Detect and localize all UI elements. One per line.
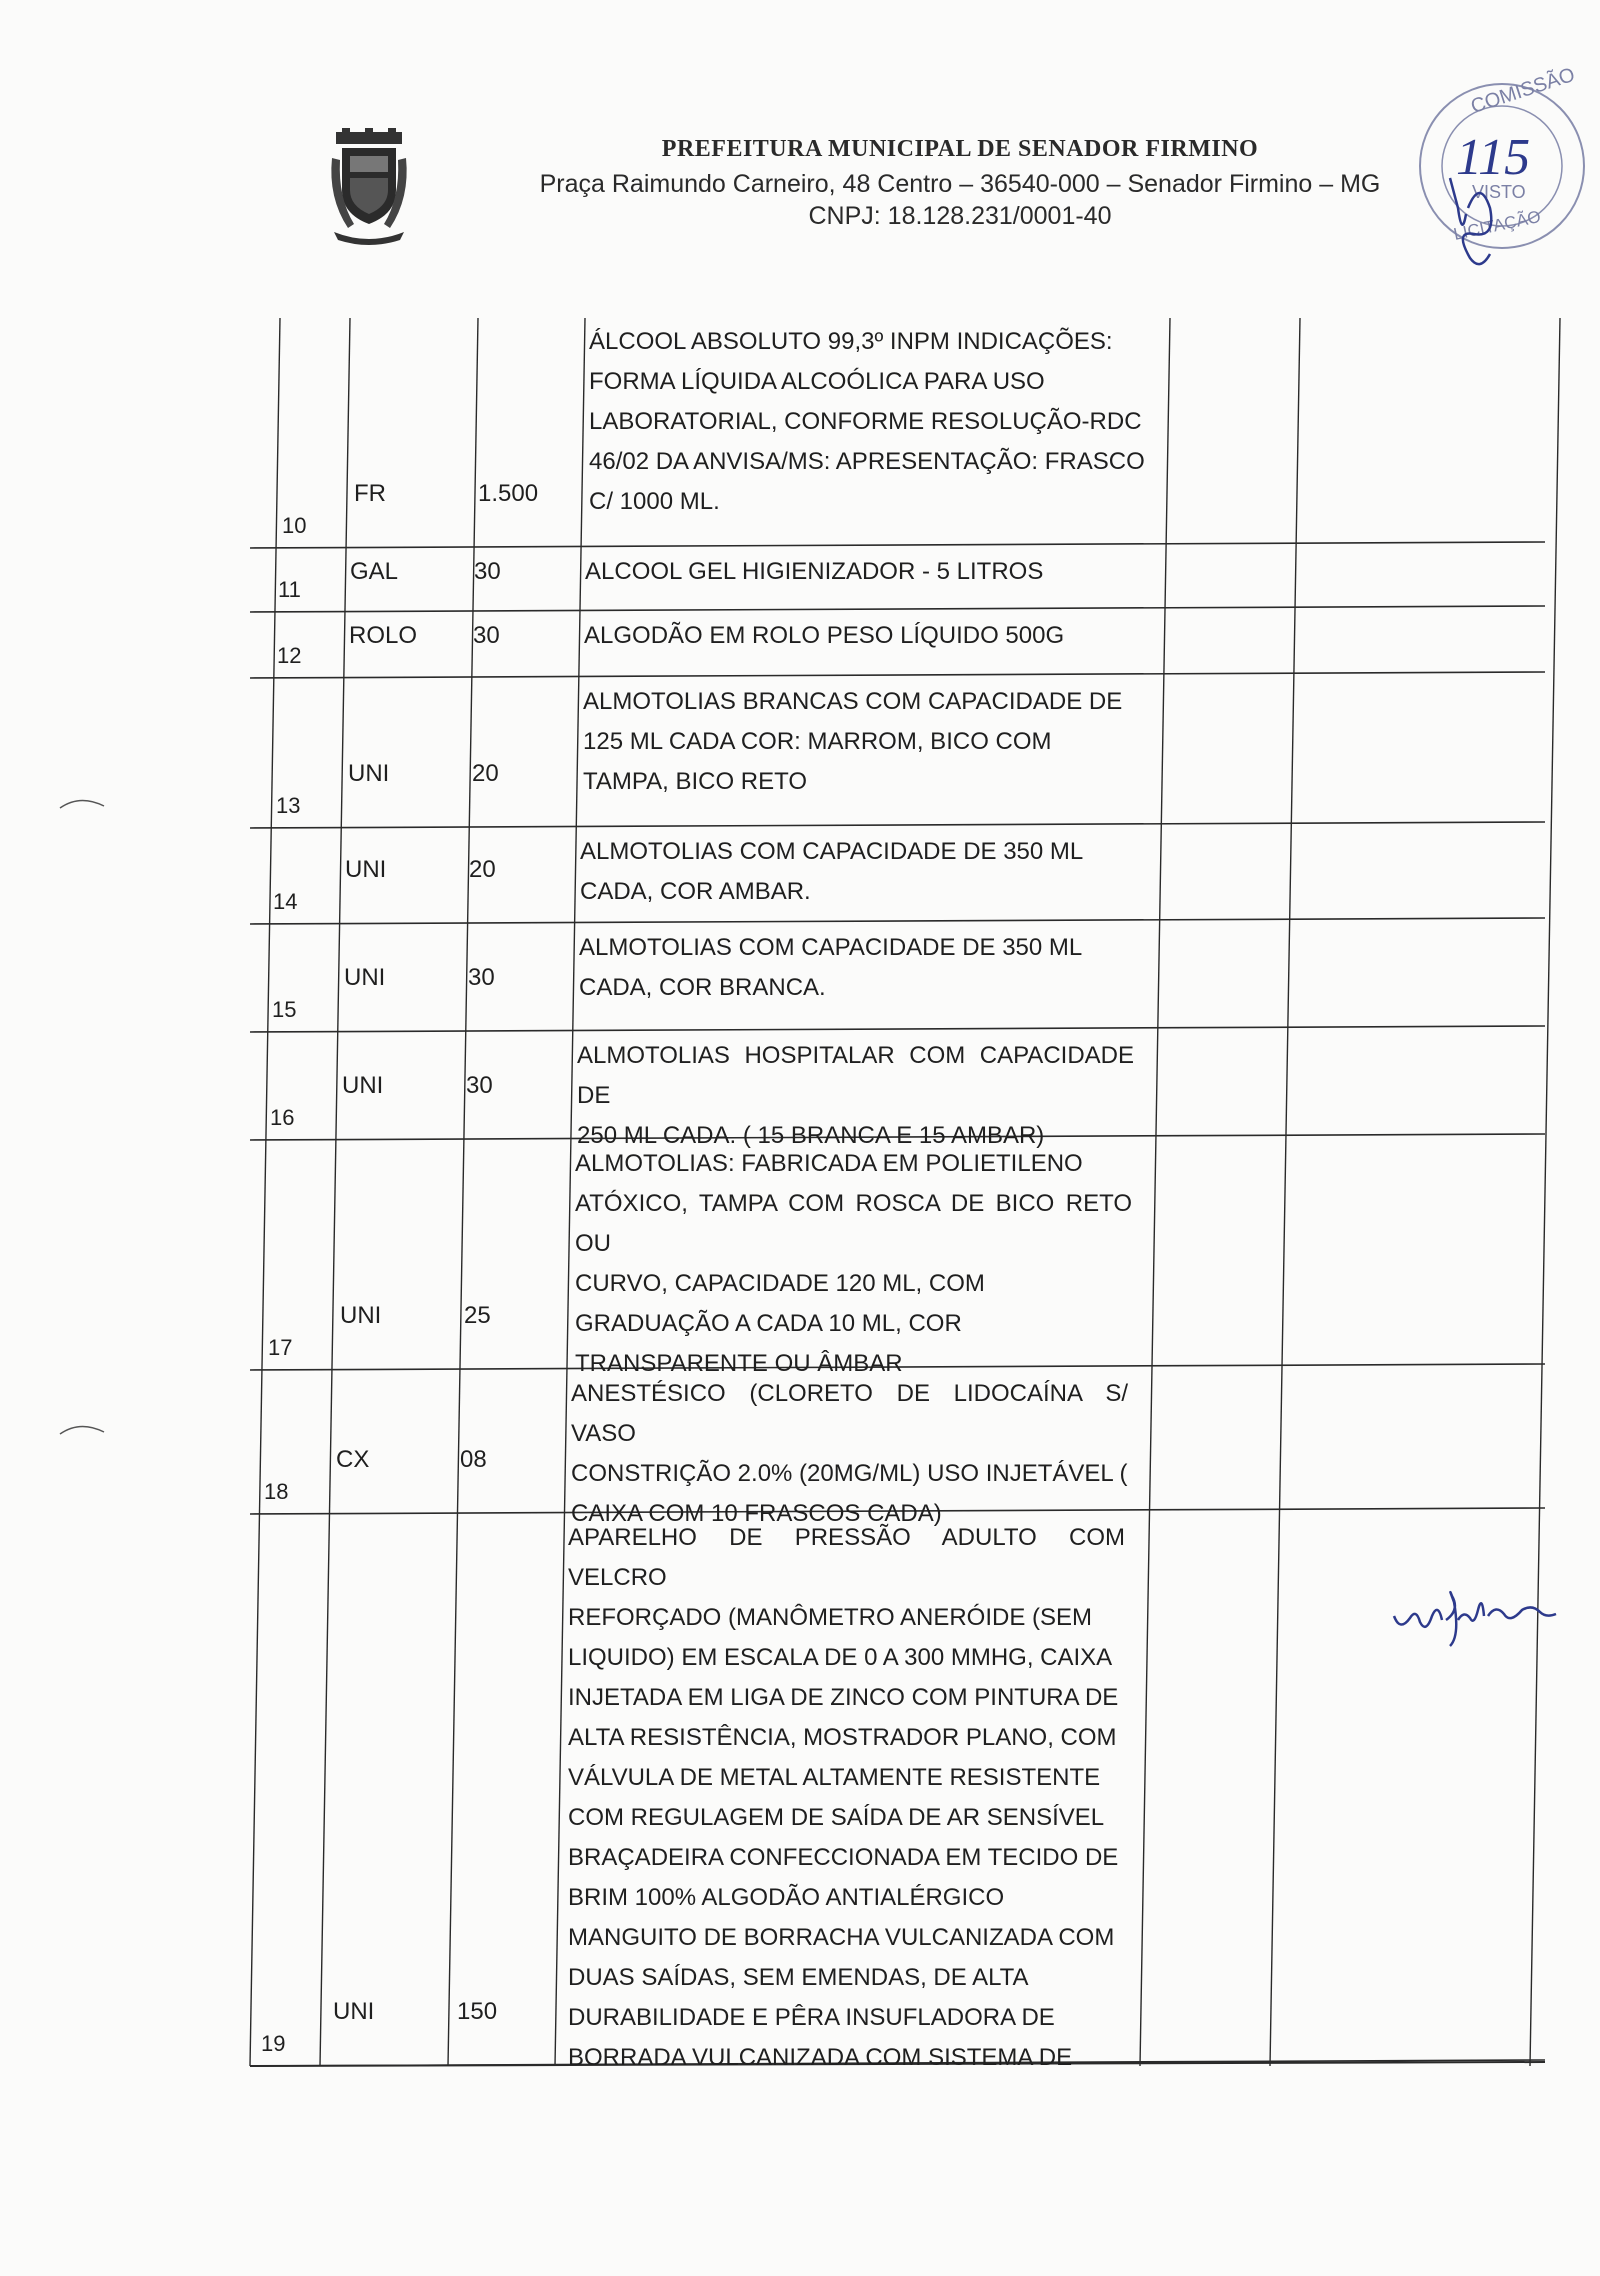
description-line: 125 ML CADA COR: MARROM, BICO COM	[583, 728, 1052, 755]
unit-cell: UNI	[340, 1302, 382, 1329]
description-line: COM REGULAGEM DE SAÍDA DE AR SENSÍVEL	[568, 1804, 1105, 1831]
unit-cell: UNI	[333, 1998, 375, 2025]
description-cell	[583, 682, 1140, 802]
item-number: 16	[270, 1105, 295, 1130]
description-line: GRADUAÇÃO A CADA 10 ML, COR	[575, 1310, 962, 1337]
description-line: ALMOTOLIAS COM CAPACIDADE DE 350 ML	[580, 838, 1084, 865]
description-line: ALMOTOLIAS: FABRICADA EM POLIETILENO	[575, 1150, 1083, 1177]
unit-cell: UNI	[344, 964, 386, 991]
description-cell	[571, 1374, 1128, 1534]
description-line: MANGUITO DE BORRACHA VULCANIZADA COM	[568, 1924, 1115, 1951]
unit-cell: ROLO	[349, 622, 418, 649]
description-line: ALMOTOLIAS BRANCAS COM CAPACIDADE DE	[583, 688, 1123, 715]
item-number: 19	[261, 2031, 286, 2056]
description-line: ATÓXICO, TAMPA COM ROSCA DE BICO RETO OU	[575, 1190, 1132, 1257]
description-line: BRIM 100% ALGODÃO ANTIALÉRGICO	[568, 1884, 1005, 1911]
description-cell	[580, 832, 1137, 912]
table-rule	[250, 542, 1545, 548]
description-line: FORMA LÍQUIDA ALCOÓLICA PARA USO	[589, 368, 1045, 395]
quantity-cell: 30	[474, 558, 501, 585]
item-number: 10	[282, 513, 307, 538]
item-number: 17	[268, 1335, 293, 1360]
table-rule	[250, 822, 1545, 828]
quantity-cell: 150	[457, 1998, 498, 2025]
description-line: CADA, COR AMBAR.	[580, 878, 811, 905]
description-line: REFORÇADO (MANÔMETRO ANERÓIDE (SEM	[568, 1604, 1093, 1631]
unit-cell: CX	[336, 1446, 370, 1473]
description-cell	[585, 552, 1142, 592]
quantity-cell: 30	[468, 964, 495, 991]
description-line: 46/02 DA ANVISA/MS: APRESENTAÇÃO: FRASCO	[589, 448, 1145, 475]
description-line: ALMOTOLIAS COM CAPACIDADE DE 350 ML	[579, 934, 1083, 961]
table-rule	[1140, 318, 1170, 2066]
description-line: CAIXA COM 10 FRASCOS CADA)	[571, 1500, 942, 1527]
description-line: CURVO, CAPACIDADE 120 ML, COM	[575, 1270, 985, 1297]
description-line: C/ 1000 ML.	[589, 488, 720, 515]
table-rule	[1270, 318, 1300, 2066]
table-rule	[320, 318, 350, 2066]
description-line: ÁLCOOL ABSOLUTO 99,3º INPM INDICAÇÕES:	[589, 328, 1113, 355]
description-line: DURABILIDADE E PÊRA INSUFLADORA DE	[568, 2004, 1055, 2031]
description-cell	[579, 928, 1136, 1008]
description-line: BRAÇADEIRA CONFECCIONADA EM TECIDO DE	[568, 1844, 1119, 1871]
unit-cell: GAL	[350, 558, 399, 585]
cnpj-line: CNPJ: 18.128.231/0001-40	[808, 202, 1112, 230]
page-title: PREFEITURA MUNICIPAL DE SENADOR FIRMINO	[661, 136, 1259, 162]
description-line: LIQUIDO) EM ESCALA DE 0 A 300 MMHG, CAIXA	[568, 1644, 1113, 1671]
description-line: CONSTRIÇÃO 2.0% (20MG/ML) USO INJETÁVEL (	[571, 1460, 1128, 1487]
description-line: VÁLVULA DE METAL ALTAMENTE RESISTENTE	[568, 1764, 1101, 1791]
table-rule	[1530, 318, 1560, 2066]
scan-mark-icon	[58, 1418, 108, 1438]
address-line: Praça Raimundo Carneiro, 48 Centro – 36540-000 – Senador Firmino – MG	[539, 170, 1381, 198]
description-line: ALCOOL GEL HIGIENIZADOR - 5 LITROS	[585, 558, 1044, 585]
item-number: 12	[277, 643, 302, 668]
description-line: ANESTÉSICO (CLORETO DE LIDOCAÍNA S/ VASO	[571, 1380, 1128, 1447]
description-line: ALTA RESISTÊNCIA, MOSTRADOR PLANO, COM	[568, 1724, 1117, 1751]
description-cell	[575, 1144, 1132, 1384]
description-cell	[577, 1036, 1134, 1156]
description-cell	[568, 1518, 1125, 2078]
quantity-cell: 1.500	[478, 480, 539, 507]
description-line: CADA, COR BRANCA.	[579, 974, 826, 1001]
stamp-number: 115	[1456, 129, 1531, 186]
signature-icon	[1390, 1580, 1560, 1650]
scan-mark-icon	[58, 792, 108, 812]
item-number: 14	[273, 889, 298, 914]
stamp-top-text: COMISSÃO	[1468, 63, 1578, 119]
table-rule	[250, 318, 280, 2066]
quantity-cell: 20	[472, 760, 499, 787]
description-cell	[584, 616, 1141, 656]
description-line: APARELHO DE PRESSÃO ADULTO COM VELCRO	[568, 1524, 1125, 1591]
quantity-cell: 08	[460, 1446, 487, 1473]
quantity-cell: 25	[464, 1302, 491, 1329]
description-line: BORRADA VULCANIZADA COM SISTEMA DE	[568, 2044, 1073, 2071]
item-number: 18	[264, 1479, 289, 1504]
quantity-cell: 30	[466, 1072, 493, 1099]
description-line: 250 ML CADA. ( 15 BRANCA E 15 AMBAR)	[577, 1122, 1045, 1149]
table-rule	[250, 672, 1545, 678]
description-line: TRANSPARENTE OU ÂMBAR	[575, 1350, 903, 1377]
description-line: ALMOTOLIAS HOSPITALAR COM CAPACIDADE DE	[577, 1042, 1134, 1109]
unit-cell: UNI	[348, 760, 390, 787]
description-line: ALGODÃO EM ROLO PESO LÍQUIDO 500G	[584, 622, 1065, 649]
description-line: INJETADA EM LIGA DE ZINCO COM PINTURA DE	[568, 1684, 1119, 1711]
stamp-bottom-text: LICITAÇÃO	[1451, 206, 1543, 244]
table-rule	[250, 1026, 1545, 1032]
table-rule	[250, 918, 1545, 924]
description-line: TAMPA, BICO RETO	[583, 768, 808, 795]
item-number: 11	[278, 577, 301, 602]
description-line: LABORATORIAL, CONFORME RESOLUÇÃO-RDC	[589, 408, 1142, 435]
description-line: DUAS SAÍDAS, SEM EMENDAS, DE ALTA	[568, 1964, 1029, 1991]
unit-cell: UNI	[345, 856, 387, 883]
unit-cell: UNI	[342, 1072, 384, 1099]
quantity-cell: 30	[473, 622, 500, 649]
unit-cell: FR	[354, 480, 386, 507]
item-number: 13	[276, 793, 301, 818]
item-number: 15	[272, 997, 297, 1022]
description-cell	[589, 322, 1146, 522]
table-rule	[250, 606, 1545, 612]
stamp-mid-text: VISTO	[1472, 182, 1526, 202]
quantity-cell: 20	[469, 856, 496, 883]
